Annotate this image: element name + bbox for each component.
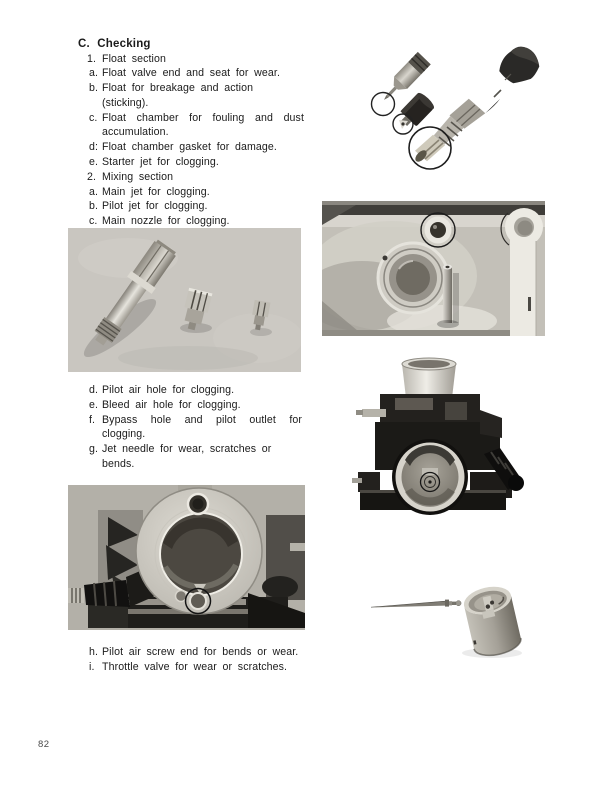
list-text: Bleed air hole for clogging. [102,398,241,411]
list-text: Bypass hole and pilot outlet for clogging. [102,413,302,441]
list-marker: f. [89,413,96,426]
list-text: Main jet for clogging. [102,185,210,198]
mixing-checks-list [87,383,302,472]
carburetor-bore-front-photo [350,352,525,515]
list-text: Throttle valve for wear or scratches. [102,660,288,673]
list-text: Mixing section [102,170,174,183]
list-item [87,214,304,229]
list-text: Jet needle for wear, scratches or bends. [102,443,272,470]
list-marker: d: [89,141,99,154]
list-text: Pilot air hole for clogging. [102,384,235,396]
list-item [87,170,304,185]
list-marker: a. [89,185,99,198]
list-text: Pilot jet for clogging. [102,200,208,213]
list-item [87,185,304,200]
list-item [87,398,302,413]
list-marker: 2. [87,170,97,183]
list-item [87,383,302,398]
list-marker: g. [89,443,99,456]
list-marker: b. [89,200,99,213]
float-chamber-interior-photo [322,201,545,336]
list-marker: b. [89,82,99,95]
final-checks-list [87,645,309,675]
list-item [87,413,302,443]
list-marker: 1. [87,52,97,65]
list-marker: e. [89,156,99,169]
list-item [87,442,302,472]
list-item [87,199,304,214]
float-valve-seat-and-starter-plunger-photo [355,36,540,176]
list-item [87,660,309,675]
list-text: Float chamber for fouling and dust accumulation. [102,111,304,139]
list-text: Float for breakage and action (sticking). [102,82,254,109]
list-text: Main nozzle for clogging. [102,215,230,228]
float-section-list [87,52,304,230]
list-marker: d. [89,384,99,396]
list-marker: h. [89,646,99,658]
list-item [87,140,304,155]
list-text: Float section [102,52,166,65]
list-item [87,66,304,81]
list-item [87,645,309,660]
list-text: Float valve end and seat for wear. [102,67,280,80]
list-marker: e. [89,398,99,411]
list-text: Starter jet for clogging. [102,156,219,169]
list-item [87,81,304,111]
page-number: 82 [38,739,50,750]
list-marker: c. [89,111,98,124]
mixing-chamber-top-photo [68,485,305,630]
list-item [87,52,304,67]
list-text: Float chamber gasket for damage. [102,141,277,154]
list-marker: i. [89,660,95,673]
list-marker: c. [89,215,98,228]
list-marker: a. [89,67,99,80]
main-jet-pilot-jet-nozzle-photo [68,228,301,372]
list-item [87,111,304,141]
section-heading: C. Checking [78,38,151,50]
list-item [87,155,304,170]
list-text: Pilot air screw end for bends or wear. [102,646,299,658]
jet-needle-and-throttle-valve-photo [355,575,530,660]
